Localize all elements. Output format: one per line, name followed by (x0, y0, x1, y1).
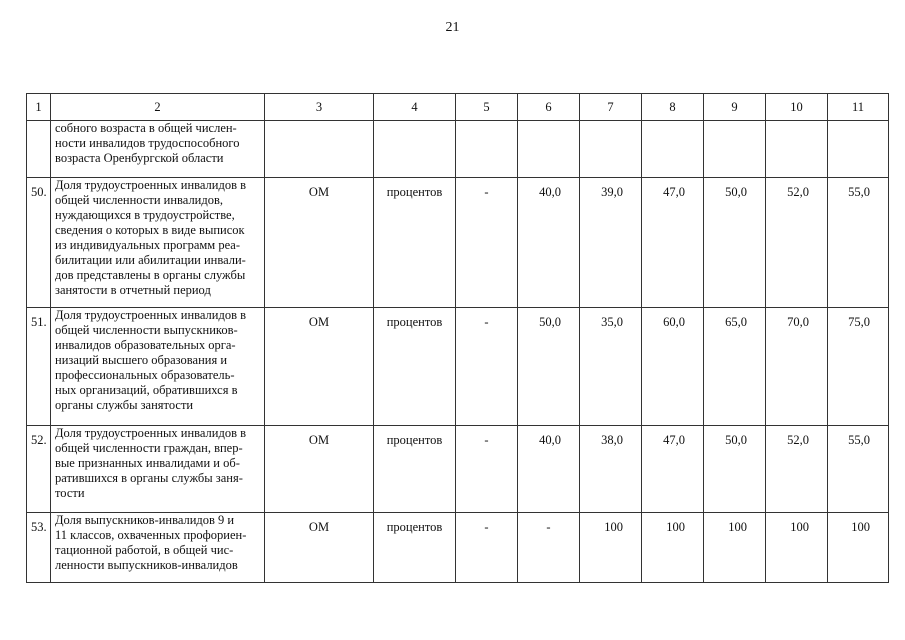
column-header: 11 (828, 94, 889, 121)
value: - (484, 520, 489, 534)
value: - (484, 185, 489, 199)
column-header: 1 (27, 94, 51, 121)
description-line: органы службы занятости (55, 398, 194, 412)
description-line: нуждающихся в трудоустройстве, (55, 208, 235, 222)
column-header: 4 (374, 94, 456, 121)
row-description (51, 513, 265, 583)
description-line: низаций высшего образования и (55, 353, 228, 367)
value-cell (642, 513, 704, 583)
page-number: 21 (445, 20, 460, 35)
empty-cell (518, 121, 580, 178)
description-line: общей численности инвалидов, (55, 193, 224, 207)
value: 60,0 (663, 315, 685, 329)
continuation-row (27, 121, 889, 178)
description-line: ратившихся в органы службы заня- (55, 471, 243, 485)
row-number: 52. (31, 433, 47, 447)
value: 100 (790, 520, 809, 534)
row-number: 50. (31, 185, 47, 199)
description-line: ности инвалидов трудоспособного (55, 136, 240, 150)
empty-cell (642, 121, 704, 178)
value-cell (704, 513, 766, 583)
column-header: 5 (456, 94, 518, 121)
value-cell (704, 426, 766, 513)
value: 39,0 (601, 185, 623, 199)
description-line: Доля трудоустроенных инвалидов в (55, 308, 247, 322)
unit-value: процентов (386, 315, 443, 329)
value-cell (642, 178, 704, 308)
empty-cell (766, 121, 828, 178)
description-line: вые признанных инвалидами и об- (55, 456, 240, 470)
indicators-table (26, 93, 889, 583)
row-number-cell (27, 308, 51, 426)
value-cell (766, 308, 828, 426)
column-header: 3 (265, 94, 374, 121)
description-line: билитации или абилитации инвали- (55, 253, 246, 267)
row-description (51, 308, 265, 426)
value-cell (580, 178, 642, 308)
value: 55,0 (848, 433, 870, 447)
empty-cell (456, 121, 518, 178)
empty-cell (704, 121, 766, 178)
value-cell (518, 178, 580, 308)
value-cell (580, 426, 642, 513)
value-cell (642, 426, 704, 513)
row-number-cell (27, 513, 51, 583)
value-cell (456, 308, 518, 426)
value: 75,0 (848, 315, 870, 329)
value-cell (828, 513, 889, 583)
column-header: 9 (704, 94, 766, 121)
value-cell (766, 513, 828, 583)
description-line: Доля трудоустроенных инвалидов в (55, 178, 247, 192)
value-cell (518, 308, 580, 426)
column-header: 6 (518, 94, 580, 121)
value-cell (828, 426, 889, 513)
value: 50,0 (539, 315, 561, 329)
row-number-cell (27, 121, 51, 178)
source-cell (265, 513, 374, 583)
description-line: сведения о которых в виде выписок (55, 223, 245, 237)
value: 47,0 (663, 185, 685, 199)
value: 100 (728, 520, 747, 534)
value: 100 (604, 520, 623, 534)
empty-cell (374, 121, 456, 178)
value-cell (704, 178, 766, 308)
description-line: общей численности выпускников- (55, 323, 238, 337)
description-line: профессиональных образователь- (55, 368, 235, 382)
value: - (484, 433, 489, 447)
column-header: 10 (766, 94, 828, 121)
value-cell (828, 178, 889, 308)
description-line: возраста Оренбургской области (55, 151, 224, 165)
value: 35,0 (601, 315, 623, 329)
value: 38,0 (601, 433, 623, 447)
column-header: 7 (580, 94, 642, 121)
value: 55,0 (848, 185, 870, 199)
description-line: ных организаций, обратившихся в (55, 383, 238, 397)
value: 50,0 (725, 433, 747, 447)
value-cell (766, 426, 828, 513)
value: 47,0 (663, 433, 685, 447)
row-number-cell (27, 178, 51, 308)
column-header: 8 (642, 94, 704, 121)
row-description (51, 178, 265, 308)
unit-cell (374, 513, 456, 583)
value-cell (456, 513, 518, 583)
empty-cell (580, 121, 642, 178)
value: 100 (851, 520, 870, 534)
value-cell (518, 426, 580, 513)
source-value: ОМ (308, 433, 330, 447)
value: 52,0 (787, 185, 809, 199)
value-cell (828, 308, 889, 426)
value-cell (704, 308, 766, 426)
description-line: тационной работой, в общей чис- (55, 543, 234, 557)
source-cell (265, 178, 374, 308)
description-line: из индивидуальных программ реа- (55, 238, 240, 252)
value-cell (456, 426, 518, 513)
table-row (27, 513, 889, 583)
value-cell (580, 308, 642, 426)
empty-cell (265, 121, 374, 178)
description-line: дов представлены в органы службы (55, 268, 246, 282)
unit-value: процентов (386, 520, 443, 534)
value-cell (518, 513, 580, 583)
column-header: 2 (51, 94, 265, 121)
value: - (546, 520, 551, 534)
value-cell (766, 178, 828, 308)
unit-value: процентов (386, 185, 443, 199)
value: 50,0 (725, 185, 747, 199)
description-line: инвалидов образовательных орга- (55, 338, 236, 352)
empty-cell (828, 121, 889, 178)
source-value: ОМ (308, 185, 330, 199)
table-row (27, 308, 889, 426)
table-row (27, 178, 889, 308)
row-number: 53. (31, 520, 47, 534)
table-row (27, 426, 889, 513)
description-line: занятости в отчетный период (55, 283, 211, 297)
value-cell (580, 513, 642, 583)
description-line: тости (55, 486, 85, 500)
source-cell (265, 426, 374, 513)
unit-cell (374, 426, 456, 513)
source-value: ОМ (308, 520, 330, 534)
row-number-cell (27, 426, 51, 513)
value-cell (642, 308, 704, 426)
row-description (51, 426, 265, 513)
description-line: общей численности граждан, впер- (55, 441, 243, 455)
source-value: ОМ (308, 315, 330, 329)
source-cell (265, 308, 374, 426)
value: 52,0 (787, 433, 809, 447)
description-line: Доля выпускников-инвалидов 9 и (55, 513, 235, 527)
row-number: 51. (31, 315, 47, 329)
description-line: Доля трудоустроенных инвалидов в (55, 426, 247, 440)
description-line: 11 классов, охваченных профориен- (55, 528, 247, 542)
value-cell (456, 178, 518, 308)
value: 40,0 (539, 185, 561, 199)
column-header-row (27, 94, 889, 121)
value: 65,0 (725, 315, 747, 329)
value: - (484, 315, 489, 329)
description-line: собного возраста в общей числен- (55, 121, 237, 135)
unit-value: процентов (386, 433, 443, 447)
row-description (51, 121, 265, 178)
value: 70,0 (787, 315, 809, 329)
unit-cell (374, 308, 456, 426)
value: 100 (666, 520, 685, 534)
unit-cell (374, 178, 456, 308)
description-line: ленности выпускников-инвалидов (55, 558, 238, 572)
value: 40,0 (539, 433, 561, 447)
